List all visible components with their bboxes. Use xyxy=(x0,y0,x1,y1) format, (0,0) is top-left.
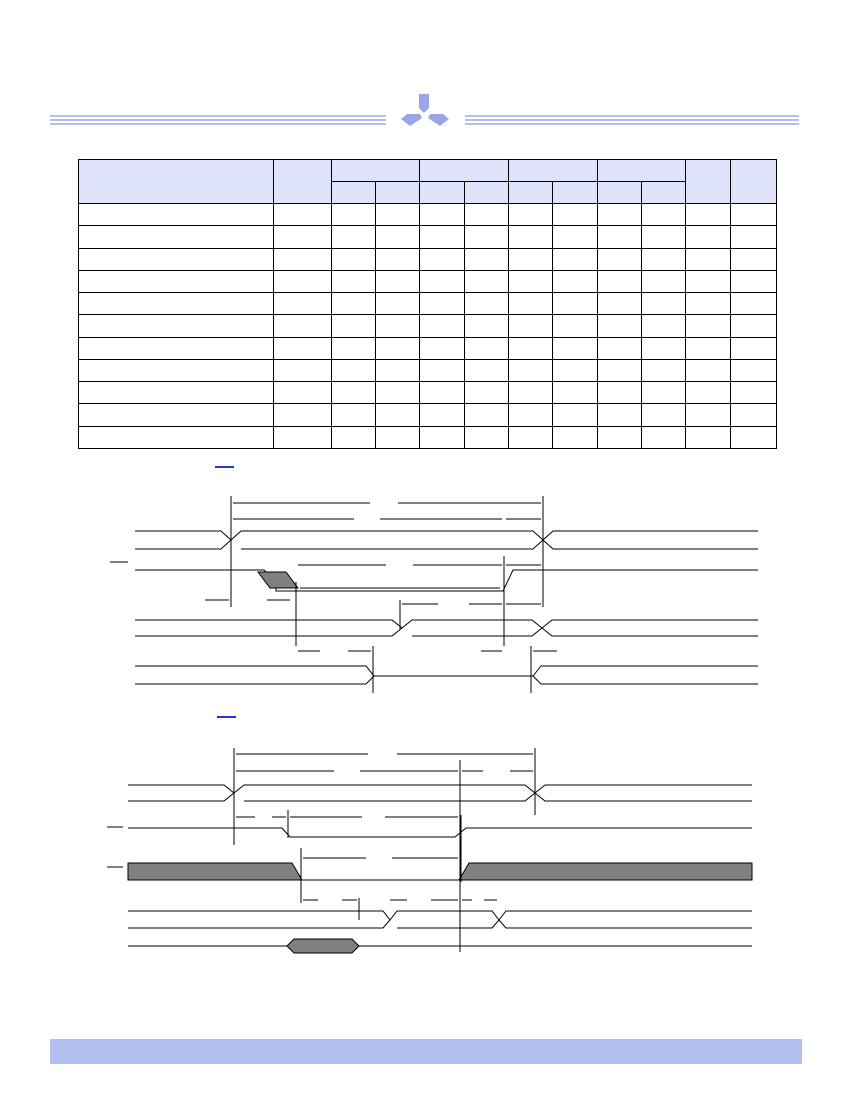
table-cell xyxy=(79,315,274,337)
table-header-speed-grade-2 xyxy=(420,160,509,182)
table-header-min xyxy=(509,182,553,204)
table-cell xyxy=(420,204,465,226)
table-cell xyxy=(509,315,553,337)
table-cell xyxy=(79,226,274,248)
waveform-data xyxy=(135,620,758,636)
table-cell xyxy=(731,359,777,381)
table-cell xyxy=(509,270,553,292)
table-header-parameter xyxy=(79,160,274,204)
table-header-symbol xyxy=(274,160,332,204)
table-cell xyxy=(731,226,777,248)
table-header-max xyxy=(465,182,509,204)
table-header-min xyxy=(598,182,642,204)
table-cell xyxy=(79,359,274,381)
table-cell xyxy=(686,315,731,337)
table-cell xyxy=(509,204,553,226)
table-cell xyxy=(731,293,777,315)
table-cell xyxy=(420,248,465,270)
table-header-notes xyxy=(731,160,777,204)
table-cell xyxy=(553,226,598,248)
reference-line xyxy=(231,496,543,693)
table-cell xyxy=(420,426,465,448)
table-cell xyxy=(465,204,509,226)
table-cell xyxy=(642,426,686,448)
table-cell xyxy=(465,248,509,270)
table-cell xyxy=(79,204,274,226)
table-cell xyxy=(376,204,420,226)
table-cell xyxy=(274,270,332,292)
table-cell xyxy=(420,359,465,381)
table-cell xyxy=(420,404,465,426)
table-header-speed-grade-3 xyxy=(509,160,598,182)
table-row xyxy=(79,426,777,448)
table-cell xyxy=(274,315,332,337)
header-rule-line xyxy=(465,123,799,125)
table-cell xyxy=(509,426,553,448)
table-cell xyxy=(509,293,553,315)
table-header-speed-grade-4 xyxy=(598,160,686,182)
table-cell xyxy=(79,337,274,359)
reference-line xyxy=(234,748,535,952)
table-row xyxy=(79,204,777,226)
note-link-1[interactable] xyxy=(215,466,234,468)
table-cell xyxy=(274,359,332,381)
table-cell xyxy=(553,315,598,337)
table-cell xyxy=(332,293,376,315)
table-cell xyxy=(642,337,686,359)
table-cell xyxy=(332,270,376,292)
timing-diagram-2 xyxy=(100,740,770,970)
table-row xyxy=(79,248,777,270)
table-cell xyxy=(731,426,777,448)
table-header-min xyxy=(420,182,465,204)
table-cell xyxy=(376,404,420,426)
table-cell xyxy=(465,426,509,448)
table-cell xyxy=(642,204,686,226)
table-cell xyxy=(686,404,731,426)
table-cell xyxy=(274,204,332,226)
table-cell xyxy=(509,359,553,381)
table-cell xyxy=(598,270,642,292)
table-cell xyxy=(598,359,642,381)
note-link-2[interactable] xyxy=(217,716,236,718)
table-cell xyxy=(509,382,553,404)
table-header-speed-grade-1 xyxy=(332,160,420,182)
waveform-shaded-transition xyxy=(258,572,298,588)
table-cell xyxy=(731,382,777,404)
table-cell xyxy=(686,248,731,270)
table-cell xyxy=(598,204,642,226)
table-cell xyxy=(465,382,509,404)
table-cell xyxy=(509,404,553,426)
header-rule-line xyxy=(465,119,799,121)
table-cell xyxy=(79,270,274,292)
table-cell xyxy=(274,404,332,426)
header-rule-left xyxy=(50,115,386,126)
table-cell xyxy=(509,248,553,270)
table-header-min xyxy=(332,182,376,204)
table-cell xyxy=(332,337,376,359)
table-cell xyxy=(553,359,598,381)
spec-table-body xyxy=(79,204,777,449)
table-row xyxy=(79,293,777,315)
waveform-data-in xyxy=(128,911,752,928)
table-row xyxy=(79,270,777,292)
table-cell xyxy=(332,315,376,337)
table-cell xyxy=(79,426,274,448)
table-cell xyxy=(686,359,731,381)
table-cell xyxy=(642,293,686,315)
waveform-write-enable-shaded-right xyxy=(459,863,752,880)
waveform-chip-enable xyxy=(128,828,752,837)
table-cell xyxy=(598,293,642,315)
table-cell xyxy=(79,382,274,404)
table-cell xyxy=(332,226,376,248)
table-cell xyxy=(509,337,553,359)
table-cell xyxy=(465,293,509,315)
table-cell xyxy=(642,382,686,404)
table-cell xyxy=(376,293,420,315)
table-cell xyxy=(376,248,420,270)
table-cell xyxy=(642,226,686,248)
waveform-write-enable-shaded-left xyxy=(128,863,302,880)
table-row xyxy=(79,404,777,426)
table-cell xyxy=(642,248,686,270)
table-cell xyxy=(376,426,420,448)
header-rule-right xyxy=(465,115,799,126)
table-cell xyxy=(642,404,686,426)
table-cell xyxy=(376,270,420,292)
table-cell xyxy=(332,404,376,426)
table-cell xyxy=(598,315,642,337)
table-cell xyxy=(553,382,598,404)
table-cell xyxy=(731,204,777,226)
table-cell xyxy=(465,315,509,337)
table-header-max xyxy=(553,182,598,204)
table-cell xyxy=(332,359,376,381)
waveform-output xyxy=(135,666,758,684)
table-cell xyxy=(79,248,274,270)
waveform-address xyxy=(135,531,758,549)
table-cell xyxy=(79,293,274,315)
table-cell xyxy=(686,426,731,448)
table-cell xyxy=(731,270,777,292)
table-header-max xyxy=(642,182,686,204)
table-cell xyxy=(332,426,376,448)
table-cell xyxy=(598,248,642,270)
header-rule-line xyxy=(465,115,799,117)
table-cell xyxy=(553,337,598,359)
table-cell xyxy=(598,426,642,448)
waveform-address xyxy=(128,785,752,801)
spec-table xyxy=(78,159,777,449)
table-row xyxy=(79,359,777,381)
table-cell xyxy=(598,337,642,359)
table-cell xyxy=(553,204,598,226)
table-header-max xyxy=(376,182,420,204)
table-cell xyxy=(465,337,509,359)
table-cell xyxy=(553,426,598,448)
table-cell xyxy=(553,248,598,270)
table-cell xyxy=(598,404,642,426)
header-rule-line xyxy=(50,119,386,121)
table-cell xyxy=(274,337,332,359)
table-cell xyxy=(731,337,777,359)
table-cell xyxy=(274,226,332,248)
table-cell xyxy=(686,293,731,315)
table-row xyxy=(79,226,777,248)
table-cell xyxy=(332,204,376,226)
table-cell xyxy=(332,382,376,404)
table-cell xyxy=(598,226,642,248)
table-cell xyxy=(509,226,553,248)
table-cell xyxy=(420,382,465,404)
table-cell xyxy=(642,270,686,292)
table-cell xyxy=(642,315,686,337)
table-cell xyxy=(731,248,777,270)
waveform-data-out-shaded xyxy=(287,939,359,953)
table-cell xyxy=(465,270,509,292)
table-cell xyxy=(420,315,465,337)
table-cell xyxy=(274,382,332,404)
table-row xyxy=(79,337,777,359)
table-cell xyxy=(642,359,686,381)
table-cell xyxy=(274,293,332,315)
table-cell xyxy=(79,404,274,426)
table-cell xyxy=(420,337,465,359)
table-cell xyxy=(420,270,465,292)
table-cell xyxy=(553,270,598,292)
table-row xyxy=(79,382,777,404)
table-header-unit xyxy=(686,160,731,204)
table-cell xyxy=(376,315,420,337)
table-cell xyxy=(274,248,332,270)
timing-diagram-1 xyxy=(100,490,770,700)
tri-blade-logo-icon xyxy=(400,94,450,128)
table-cell xyxy=(553,404,598,426)
table-cell xyxy=(465,404,509,426)
table-cell xyxy=(686,337,731,359)
table-cell xyxy=(686,226,731,248)
table-cell xyxy=(731,404,777,426)
table-cell xyxy=(332,248,376,270)
table-cell xyxy=(465,226,509,248)
table-row xyxy=(79,315,777,337)
table-cell xyxy=(731,315,777,337)
table-cell xyxy=(420,293,465,315)
header-rule-line xyxy=(50,123,386,125)
table-cell xyxy=(553,293,598,315)
table-cell xyxy=(465,359,509,381)
table-cell xyxy=(420,226,465,248)
table-cell xyxy=(376,337,420,359)
table-cell xyxy=(686,270,731,292)
table-cell xyxy=(598,382,642,404)
header-rule-line xyxy=(50,115,386,117)
table-cell xyxy=(376,359,420,381)
table-cell xyxy=(686,204,731,226)
table-cell xyxy=(376,382,420,404)
table-cell xyxy=(274,426,332,448)
table-cell xyxy=(376,226,420,248)
footer-bar xyxy=(50,1039,802,1064)
table-cell xyxy=(686,382,731,404)
